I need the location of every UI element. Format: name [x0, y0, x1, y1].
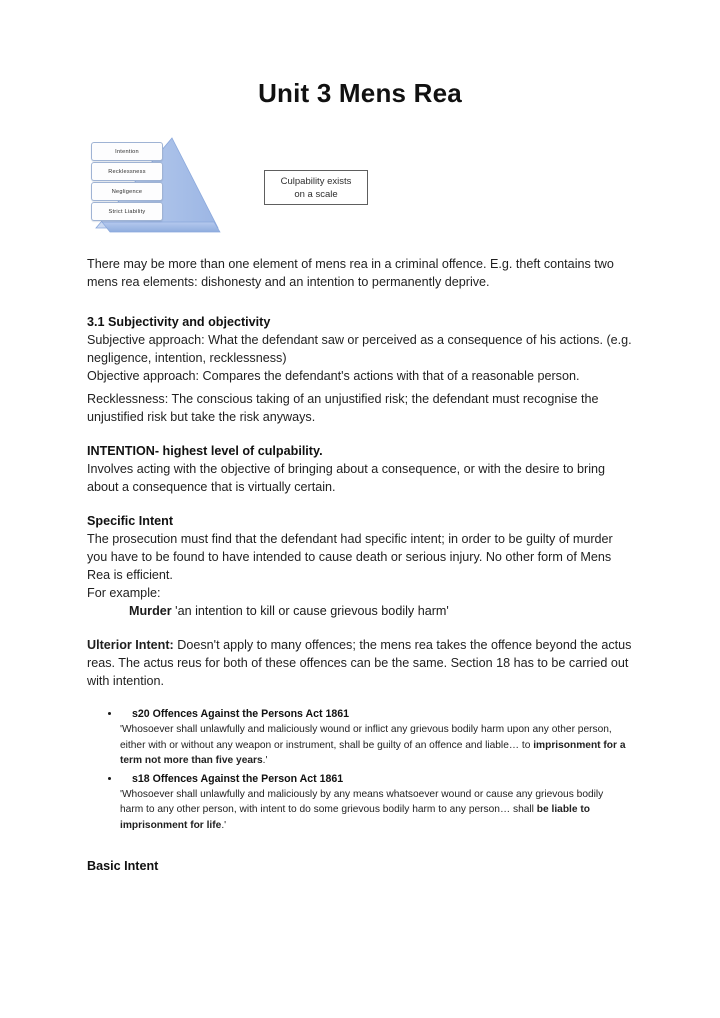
- pyramid-level-label: Strict Liability: [108, 208, 146, 215]
- pyramid-level-recklessness: [91, 162, 163, 181]
- offence-quote-s18: [87, 787, 633, 834]
- recklessness-text: Recklessness: The conscious taking of an unjustified risk; the defendant must recognise the unjustified risk but take the risk anyways.: [87, 392, 599, 424]
- murder-term: Murder: [129, 604, 172, 618]
- pyramid-level-list: [91, 142, 163, 222]
- pyramid-level-label: Recklessness: [108, 168, 146, 175]
- quote-part-before: 'Whosoever shall unlawfully and maliciously by any means whatsoever wound or cause any grievous bodily harm to any other person, with intent to do some grievous bodily harm to any person… shall: [120, 788, 604, 815]
- pyramid-level-intention: [91, 142, 163, 161]
- list-item: [87, 771, 633, 834]
- offence-heading-label: s18 Offences Against the Person Act 1861: [132, 772, 344, 785]
- heading-specific-intent: Specific Intent: [87, 514, 174, 528]
- offence-quote-s20: [87, 722, 633, 769]
- quote-part-after: .': [221, 819, 227, 831]
- heading-subjectivity-objectivity: 3.1 Subjectivity and objectivity: [87, 315, 271, 329]
- offences-bullet-list: [87, 706, 633, 833]
- quote-part-after: .': [262, 755, 268, 766]
- page-title: Unit 3 Mens Rea: [258, 78, 462, 108]
- for-example-label: For example:: [87, 586, 161, 600]
- heading-basic-intent: Basic Intent: [87, 859, 159, 873]
- specific-intent-body-text: The prosecution must find that the defendant had specific intent; in order to be guilty of murder you have to be found to have intended to cause death or serious injury. No other form of Mens Rea is efficient.: [87, 532, 613, 582]
- offence-heading-s20: [87, 706, 633, 722]
- objective-approach-text: Objective approach: Compares the defendant's actions with that of a reasonable person.: [87, 369, 580, 383]
- culpability-pyramid-figure: [88, 136, 238, 236]
- pyramid-level-label: Negligence: [111, 188, 143, 195]
- murder-example-line: [87, 602, 633, 620]
- list-item: [87, 706, 633, 769]
- ulterior-intent-body: Doesn't apply to many offences; the mens rea takes the offence beyond the actus reas. The actus reus for both of these offences can be the same. Section 18 has to be carried out with intention.: [87, 638, 632, 688]
- offence-heading-label: s20 Offences Against the Persons Act 1861: [132, 708, 350, 720]
- murder-quote: 'an intention to kill or cause grievous bodily harm': [171, 604, 449, 618]
- bullet-dot-icon: [108, 777, 111, 780]
- quote-part-bold: be liable to imprisonment for life: [120, 804, 590, 831]
- intention-body-text: Involves acting with the objective of bringing about a consequence, or with the desire to bring about a consequence that is virtually certain.: [87, 462, 606, 494]
- pyramid-level-label: Intention: [115, 148, 139, 155]
- ulterior-intent-label: Ulterior Intent:: [87, 638, 174, 652]
- quote-part-before: 'Whosoever shall unlawfully and maliciously wound or inflict any grievous bodily harm upon any other person, either with or without any weapon or instrument, shall be guilty of an offence and liable… to: [120, 724, 612, 751]
- intro-paragraph: There may be more than one element of mens rea in a criminal offence. E.g. theft contains two mens rea elements: dishonesty and an intention to permanently deprive.: [87, 257, 614, 289]
- offence-heading-s18: [87, 771, 633, 787]
- bullet-dot-icon: [108, 712, 111, 715]
- quote-part-bold: imprisonment for a term not more than five years: [120, 739, 626, 766]
- subjective-approach-text: Subjective approach: What the defendant saw or perceived as a consequence of his actions. (e.g. negligence, intention, recklessness): [87, 333, 632, 365]
- callout-line-2: on a scale: [294, 188, 338, 200]
- ulterior-intent-paragraph: [87, 636, 633, 690]
- heading-intention: INTENTION- highest level of culpability.: [87, 444, 323, 458]
- culpability-scale-callout: [264, 170, 368, 205]
- callout-line-1: Culpability exists: [280, 175, 352, 187]
- pyramid-level-strict-liability: [91, 202, 163, 221]
- document-body: [87, 255, 633, 875]
- pyramid-level-negligence: [91, 182, 163, 201]
